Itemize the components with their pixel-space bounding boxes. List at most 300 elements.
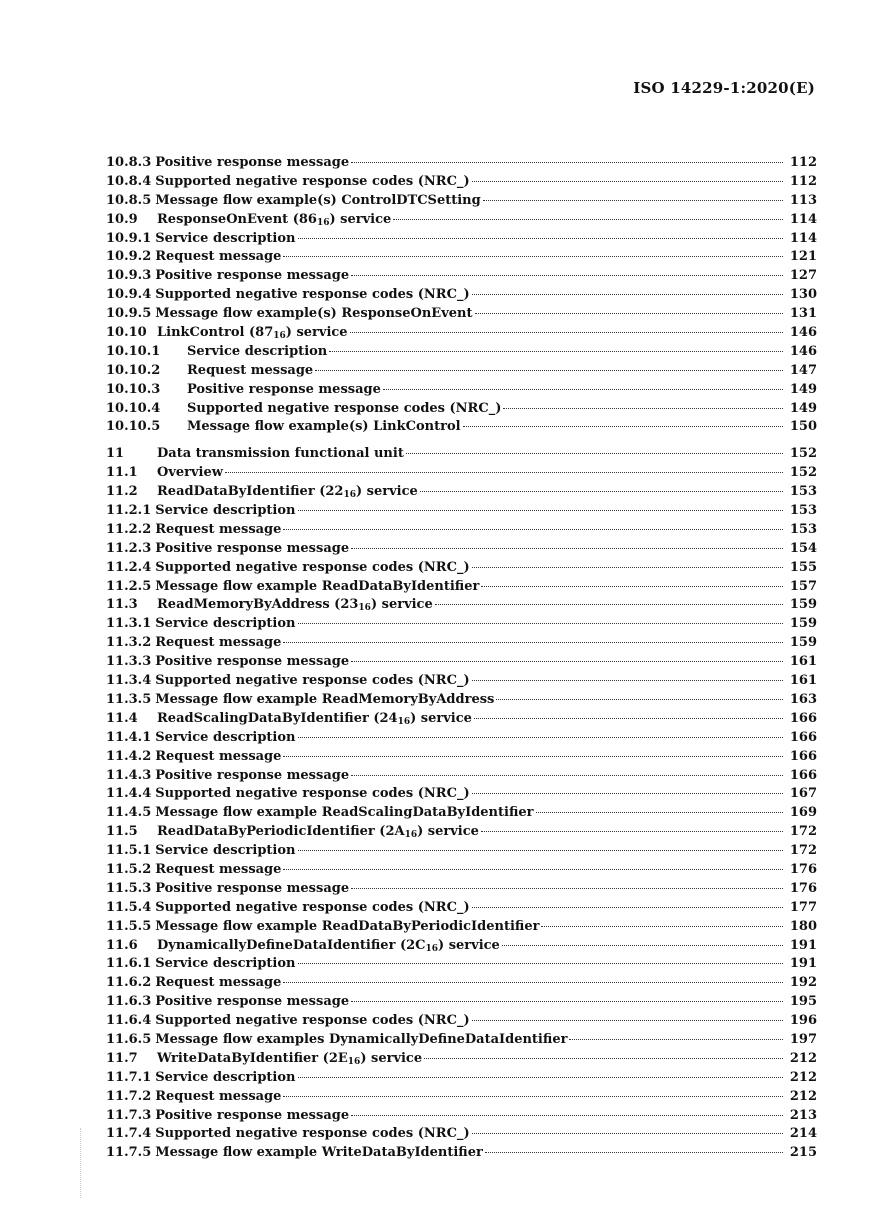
toc-entry[interactable] bbox=[106, 1107, 817, 1126]
toc-entry-title bbox=[155, 634, 281, 653]
toc-entry-page: 153 bbox=[789, 503, 817, 519]
toc-entry-title-text: Supported negative response codes (NRC_) bbox=[155, 173, 470, 189]
toc-entry-title-text: DynamicallyDefineDataIdentifier (2C bbox=[157, 937, 426, 953]
toc-entry-page: 213 bbox=[789, 1107, 817, 1123]
dot-leader bbox=[283, 756, 783, 757]
toc-entry-title-text: Service description bbox=[155, 729, 296, 745]
toc-entry-title bbox=[155, 729, 295, 748]
toc-entry-title-text: Positive response message bbox=[155, 994, 350, 1010]
toc-entry-title bbox=[155, 502, 295, 521]
toc-entry-number: 11.3.3 bbox=[106, 654, 152, 670]
dot-leader bbox=[472, 181, 783, 182]
toc-entry-title bbox=[155, 974, 281, 993]
toc-entry-number: 11.4.5 bbox=[106, 805, 152, 821]
toc-entry-page: 153 bbox=[789, 521, 817, 537]
toc-entry-page: 127 bbox=[789, 268, 817, 284]
toc-entry-title-suffix: ) service bbox=[417, 824, 479, 840]
dot-leader bbox=[351, 548, 783, 549]
dot-leader bbox=[474, 718, 783, 719]
dot-leader bbox=[351, 888, 783, 889]
toc-entry-number: 10.10.2 bbox=[106, 362, 161, 378]
dot-leader bbox=[298, 623, 784, 624]
toc-entry-title-text: Data transmission functional unit bbox=[157, 446, 404, 462]
toc-entry[interactable] bbox=[106, 248, 817, 267]
dot-leader bbox=[298, 963, 784, 964]
dot-leader bbox=[351, 1001, 783, 1002]
dot-leader bbox=[298, 1077, 784, 1078]
dot-leader bbox=[351, 275, 783, 276]
toc-entry[interactable] bbox=[106, 596, 817, 615]
toc-entry[interactable] bbox=[106, 230, 817, 249]
toc-entry-number: 10.8.4 bbox=[106, 173, 152, 189]
toc-entry-page: 121 bbox=[789, 249, 817, 265]
toc-entry[interactable] bbox=[106, 672, 817, 691]
toc-entry-title-text: Supported negative response codes (NRC_) bbox=[155, 1126, 470, 1142]
toc-entry[interactable] bbox=[106, 464, 817, 483]
toc-entry-title-text: Service description bbox=[155, 843, 296, 859]
dot-leader bbox=[472, 680, 783, 681]
dot-leader bbox=[283, 869, 783, 870]
toc-entry-number: 10.8.5 bbox=[106, 192, 152, 208]
toc-entry-title-text: Message flow example WriteDataByIdentifier bbox=[155, 1145, 483, 1161]
toc-entry-subscript: 16 bbox=[358, 603, 371, 614]
toc-entry-number: 11.2.5 bbox=[106, 578, 152, 594]
toc-entry[interactable] bbox=[106, 267, 817, 286]
dot-leader bbox=[502, 945, 783, 946]
dot-leader bbox=[503, 408, 783, 409]
toc-entry[interactable] bbox=[106, 691, 817, 710]
toc-spacer bbox=[106, 437, 817, 445]
dot-leader bbox=[472, 294, 783, 295]
toc-entry-subscript: 16 bbox=[347, 1056, 361, 1067]
toc-entry-title bbox=[155, 1107, 349, 1126]
toc-entry-number: 11.6.2 bbox=[106, 975, 152, 991]
toc-entry-title-text: ReadScalingDataByIdentifier (24 bbox=[157, 710, 398, 726]
toc-entry-subscript: 16 bbox=[425, 943, 439, 954]
toc-entry-title bbox=[155, 267, 349, 286]
toc-entry-number: 10.10.1 bbox=[106, 343, 161, 359]
dot-leader bbox=[351, 1115, 783, 1116]
toc-entry-title bbox=[155, 540, 349, 559]
toc-entry[interactable] bbox=[106, 767, 817, 786]
toc-entry-title-text: Message flow example ReadDataByIdentifier bbox=[155, 578, 480, 594]
dot-leader bbox=[283, 982, 783, 983]
toc-entry[interactable] bbox=[106, 540, 817, 559]
document-header: ISO 14229-1:2020(E) bbox=[633, 79, 815, 97]
toc-entry-title bbox=[155, 748, 281, 767]
toc-entry-title-text: Positive response message bbox=[155, 767, 350, 783]
toc-entry-title bbox=[155, 899, 469, 918]
toc-entry-page: 161 bbox=[789, 654, 817, 670]
toc-entry-page: 130 bbox=[789, 287, 817, 303]
toc-entry[interactable] bbox=[106, 804, 817, 823]
toc-entry[interactable] bbox=[106, 955, 817, 974]
toc-entry-title bbox=[155, 1144, 483, 1163]
toc-entry-title-text: Request message bbox=[155, 748, 282, 764]
toc-entry-title-text: Supported negative response codes (NRC_) bbox=[155, 559, 470, 575]
toc-entry-number: 10.9.2 bbox=[106, 249, 152, 265]
toc-entry-title-text: Request message bbox=[187, 362, 314, 378]
toc-entry-title bbox=[155, 653, 349, 672]
toc-entry-title bbox=[187, 343, 327, 362]
dot-leader bbox=[536, 812, 783, 813]
toc-entry-number: 11.1 bbox=[106, 465, 138, 481]
toc-entry-title bbox=[187, 362, 313, 381]
toc-entry-title-suffix: ) service bbox=[355, 484, 418, 500]
toc-entry-number: 11.7.5 bbox=[106, 1145, 152, 1161]
toc-entry-number: 11.5.3 bbox=[106, 880, 152, 896]
dot-leader bbox=[481, 586, 783, 587]
toc-entry-number: 11.5.2 bbox=[106, 861, 152, 877]
toc-entry-number: 11 bbox=[106, 446, 125, 462]
toc-entry-title-text: Supported negative response codes (NRC_) bbox=[155, 673, 470, 689]
toc-entry-page: 191 bbox=[789, 937, 817, 953]
toc-entry-page: 215 bbox=[789, 1145, 817, 1161]
toc-entry-number: 11.2.3 bbox=[106, 540, 152, 556]
toc-entry-title-text: Positive response message bbox=[155, 268, 350, 284]
toc-entry-title-text: Service description bbox=[155, 230, 296, 246]
toc-entry-page: 159 bbox=[789, 635, 817, 651]
toc-entry-number: 11.5.4 bbox=[106, 899, 152, 915]
toc-entry-page: 172 bbox=[789, 843, 817, 859]
toc-entry-subscript: 16 bbox=[316, 217, 330, 228]
dot-leader bbox=[315, 370, 783, 371]
dot-leader bbox=[298, 737, 784, 738]
toc-entry[interactable] bbox=[106, 305, 817, 324]
toc-entry-title bbox=[155, 154, 349, 173]
toc-entry-page: 196 bbox=[789, 1013, 817, 1029]
toc-entry[interactable] bbox=[106, 324, 817, 343]
toc-entry-title bbox=[155, 767, 349, 786]
dot-leader bbox=[463, 426, 783, 427]
toc-entry-title bbox=[155, 615, 295, 634]
toc-entry-number: 11.7 bbox=[106, 1050, 138, 1066]
toc-entry[interactable] bbox=[106, 1069, 817, 1088]
toc-entry-title-text: Service description bbox=[155, 616, 296, 632]
dot-leader bbox=[298, 238, 784, 239]
toc-entry-title bbox=[157, 1050, 422, 1069]
toc-entry-title-text: Message flow examples DynamicallyDefineDataIdentifier bbox=[155, 1031, 568, 1047]
toc-entry[interactable] bbox=[106, 710, 817, 729]
toc-entry-title bbox=[157, 937, 500, 956]
toc-entry-number: 11.4.4 bbox=[106, 786, 152, 802]
toc-entry-page: 149 bbox=[789, 381, 817, 397]
toc-entry[interactable] bbox=[106, 918, 817, 937]
dot-leader bbox=[475, 313, 784, 314]
toc-entry[interactable] bbox=[106, 880, 817, 899]
toc-entry-page: 166 bbox=[789, 729, 817, 745]
toc-entry-title bbox=[155, 955, 295, 974]
toc-entry-number: 10.9 bbox=[106, 211, 138, 227]
toc-entry-title-text: ReadDataByPeriodicIdentifier (2A bbox=[157, 824, 405, 840]
toc-entry-number: 11.6 bbox=[106, 937, 138, 953]
dot-leader bbox=[485, 1152, 783, 1153]
toc-entry-title-text: Positive response message bbox=[155, 654, 350, 670]
dot-leader bbox=[351, 661, 783, 662]
toc-entry-page: 113 bbox=[789, 192, 817, 208]
toc-entry-page: 212 bbox=[789, 1069, 817, 1085]
toc-entry-title-text: WriteDataByIdentifier (2E bbox=[157, 1050, 348, 1066]
toc-entry-number: 11.5.5 bbox=[106, 918, 152, 934]
toc-entry[interactable] bbox=[106, 842, 817, 861]
toc-entry-title bbox=[155, 993, 349, 1012]
table-of-contents bbox=[106, 154, 817, 1163]
toc-entry-title bbox=[155, 842, 295, 861]
toc-entry-number: 11.6.3 bbox=[106, 994, 152, 1010]
toc-entry-title-text: Service description bbox=[155, 1069, 296, 1085]
toc-entry-title bbox=[155, 785, 469, 804]
toc-entry-number: 10.10.5 bbox=[106, 419, 161, 435]
dot-leader bbox=[298, 850, 784, 851]
toc-entry-title-text: Message flow example(s) LinkControl bbox=[187, 419, 461, 435]
toc-entry-page: 212 bbox=[789, 1050, 817, 1066]
toc-entry[interactable] bbox=[106, 823, 817, 842]
toc-entry-title bbox=[155, 691, 494, 710]
toc-entry-title bbox=[155, 578, 479, 597]
toc-entry[interactable] bbox=[106, 343, 817, 362]
toc-entry-page: 166 bbox=[789, 748, 817, 764]
toc-entry[interactable] bbox=[106, 362, 817, 381]
toc-entry-page: 131 bbox=[789, 306, 817, 322]
toc-entry-title-text: Positive response message bbox=[187, 381, 381, 397]
toc-entry-number: 11.2.1 bbox=[106, 503, 152, 519]
toc-entry-title-text: Supported negative response codes (NRC_) bbox=[187, 400, 502, 416]
toc-entry[interactable] bbox=[106, 899, 817, 918]
toc-entry-page: 157 bbox=[789, 578, 817, 594]
toc-entry-number: 11.6.1 bbox=[106, 956, 152, 972]
toc-entry-number: 11.3.4 bbox=[106, 673, 152, 689]
toc-entry-page: 150 bbox=[789, 419, 817, 435]
dot-leader bbox=[569, 1039, 783, 1040]
toc-entry-title bbox=[155, 1088, 281, 1107]
toc-entry[interactable] bbox=[106, 400, 817, 419]
toc-entry-title bbox=[157, 483, 418, 502]
toc-entry[interactable] bbox=[106, 559, 817, 578]
toc-entry-title-suffix: ) service bbox=[370, 597, 433, 613]
toc-entry[interactable] bbox=[106, 192, 817, 211]
toc-entry-title bbox=[157, 823, 479, 842]
toc-entry[interactable] bbox=[106, 615, 817, 634]
toc-entry-page: 112 bbox=[789, 155, 817, 170]
dot-leader bbox=[483, 200, 783, 201]
dot-leader bbox=[420, 491, 783, 492]
dot-leader bbox=[393, 219, 783, 220]
toc-entry-number: 11.4.1 bbox=[106, 729, 152, 745]
toc-entry-number: 11.4.3 bbox=[106, 767, 152, 783]
toc-entry[interactable] bbox=[106, 211, 817, 230]
margin-mark bbox=[80, 1128, 89, 1198]
toc-entry-title bbox=[155, 1125, 469, 1144]
toc-entry-title bbox=[155, 861, 281, 880]
toc-entry-page: 149 bbox=[789, 400, 817, 416]
toc-entry[interactable] bbox=[106, 729, 817, 748]
dot-leader bbox=[472, 567, 783, 568]
toc-entry[interactable] bbox=[106, 748, 817, 767]
toc-entry-title-text: ReadMemoryByAddress (23 bbox=[157, 597, 359, 613]
toc-entry-subscript: 16 bbox=[397, 716, 411, 727]
toc-entry[interactable] bbox=[106, 974, 817, 993]
toc-entry-page: 112 bbox=[789, 173, 817, 189]
toc-entry[interactable] bbox=[106, 286, 817, 305]
toc-entry-title-text: Positive response message bbox=[155, 880, 350, 896]
toc-entry-number: 11.3.5 bbox=[106, 691, 152, 707]
toc-entry[interactable] bbox=[106, 1144, 817, 1163]
dot-leader bbox=[298, 510, 784, 511]
toc-entry[interactable] bbox=[106, 1050, 817, 1069]
toc-entry-title-text: Service description bbox=[155, 956, 296, 972]
toc-entry-number: 11.5 bbox=[106, 824, 138, 840]
toc-entry-number: 11.4 bbox=[106, 710, 138, 726]
toc-entry-number: 10.9.1 bbox=[106, 230, 152, 246]
dot-leader bbox=[225, 472, 783, 473]
toc-entry-subscript: 16 bbox=[273, 331, 286, 342]
toc-entry[interactable] bbox=[106, 418, 817, 437]
toc-entry[interactable] bbox=[106, 1125, 817, 1144]
toc-entry-title bbox=[157, 464, 223, 483]
toc-entry-number: 11.2.4 bbox=[106, 559, 152, 575]
toc-entry-page: 169 bbox=[789, 805, 817, 821]
toc-entry-page: 155 bbox=[789, 559, 817, 575]
toc-entry-title-text: Request message bbox=[155, 635, 282, 651]
toc-entry-title-text: Positive response message bbox=[155, 540, 350, 556]
toc-entry-title bbox=[155, 672, 469, 691]
toc-entry[interactable] bbox=[106, 154, 817, 173]
toc-entry[interactable] bbox=[106, 578, 817, 597]
toc-entry-subscript: 16 bbox=[343, 490, 356, 501]
toc-entry-page: 167 bbox=[789, 786, 817, 802]
toc-entry-number: 11.3 bbox=[106, 597, 138, 613]
toc-entry[interactable] bbox=[106, 993, 817, 1012]
toc-entry-number: 11.6.4 bbox=[106, 1013, 152, 1029]
dot-leader bbox=[424, 1058, 783, 1059]
toc-entry-title-text: Request message bbox=[155, 1088, 282, 1104]
toc-entry-page: 152 bbox=[789, 446, 817, 462]
toc-entry-page: 146 bbox=[789, 325, 817, 341]
toc-entry-title bbox=[155, 880, 349, 899]
toc-entry-title-text: Supported negative response codes (NRC_) bbox=[155, 786, 470, 802]
toc-entry-page: 214 bbox=[789, 1126, 817, 1142]
toc-entry-title-text: Message flow example(s) ControlDTCSetting bbox=[155, 192, 481, 208]
toc-entry[interactable] bbox=[106, 785, 817, 804]
toc-entry-page: 166 bbox=[789, 710, 817, 726]
toc-entry[interactable] bbox=[106, 937, 817, 956]
toc-entry-title bbox=[155, 1031, 567, 1050]
toc-entry-page: 152 bbox=[789, 465, 817, 481]
toc-entry-title-text: ResponseOnEvent (86 bbox=[157, 211, 317, 227]
toc-entry-title-text: LinkControl (87 bbox=[157, 325, 274, 341]
toc-entry[interactable] bbox=[106, 521, 817, 540]
toc-entry-number: 11.5.1 bbox=[106, 843, 152, 859]
toc-entry-page: 114 bbox=[789, 211, 817, 227]
toc-entry[interactable] bbox=[106, 502, 817, 521]
toc-entry-page: 212 bbox=[789, 1088, 817, 1104]
toc-entry-number: 11.7.2 bbox=[106, 1088, 152, 1104]
toc-entry-title-text: Service description bbox=[155, 503, 296, 519]
toc-entry[interactable] bbox=[106, 653, 817, 672]
toc-entry-number: 10.9.4 bbox=[106, 287, 152, 303]
toc-entry-title-suffix: ) service bbox=[438, 937, 500, 953]
toc-entry-title bbox=[155, 804, 533, 823]
dot-leader bbox=[541, 926, 783, 927]
toc-entry-title-suffix: ) service bbox=[285, 325, 348, 341]
toc-entry-title bbox=[187, 381, 381, 400]
toc-entry-title-text: Supported negative response codes (NRC_) bbox=[155, 1013, 470, 1029]
toc-entry-title bbox=[157, 710, 472, 729]
toc-entry-title bbox=[155, 521, 281, 540]
toc-entry-page: 195 bbox=[789, 994, 817, 1010]
dot-leader bbox=[351, 775, 783, 776]
toc-entry-title-text: Request message bbox=[155, 521, 282, 537]
toc-entry-page: 146 bbox=[789, 343, 817, 359]
toc-entry-number: 10.9.5 bbox=[106, 306, 152, 322]
toc-entry-title bbox=[187, 418, 461, 437]
toc-entry-page: 147 bbox=[789, 362, 817, 378]
toc-entry-page: 114 bbox=[789, 230, 817, 246]
dot-leader bbox=[472, 907, 783, 908]
toc-entry-number: 10.9.3 bbox=[106, 268, 152, 284]
toc-entry-page: 180 bbox=[789, 918, 817, 934]
toc-entry-title-text: Positive response message bbox=[155, 1107, 350, 1123]
toc-entry[interactable] bbox=[106, 445, 817, 464]
toc-entry-page: 176 bbox=[789, 880, 817, 896]
toc-entry-page: 154 bbox=[789, 540, 817, 556]
toc-entry-title-text: Message flow example ReadDataByPeriodicIdentifier bbox=[155, 918, 540, 934]
toc-entry-number: 11.2.2 bbox=[106, 521, 152, 537]
toc-entry-number: 11.4.2 bbox=[106, 748, 152, 764]
toc-entry-number: 11.7.4 bbox=[106, 1126, 152, 1142]
toc-entry-title bbox=[155, 286, 469, 305]
toc-entry-title bbox=[155, 192, 480, 211]
toc-entry-number: 11.2 bbox=[106, 484, 138, 500]
toc-entry-title bbox=[155, 230, 295, 249]
toc-entry-page: 176 bbox=[789, 861, 817, 877]
toc-entry-title bbox=[155, 1012, 469, 1031]
toc-entry-title bbox=[155, 305, 472, 324]
toc-entry-title-text: Positive response message bbox=[155, 155, 350, 170]
toc-entry[interactable] bbox=[106, 381, 817, 400]
dot-leader bbox=[406, 453, 783, 454]
toc-entry-number: 10.10.3 bbox=[106, 381, 161, 397]
dot-leader bbox=[350, 332, 783, 333]
toc-entry-page: 163 bbox=[789, 691, 817, 707]
toc-entry-number: 11.3.2 bbox=[106, 635, 152, 651]
toc-entry-page: 177 bbox=[789, 899, 817, 915]
dot-leader bbox=[435, 604, 783, 605]
toc-entry-page: 161 bbox=[789, 673, 817, 689]
toc-entry[interactable] bbox=[106, 1012, 817, 1031]
toc-entry-number: 11.6.5 bbox=[106, 1031, 152, 1047]
toc-entry-title bbox=[155, 173, 469, 192]
toc-entry-title-text: Message flow example ReadScalingDataByIdentifier bbox=[155, 805, 534, 821]
toc-entry-title-text: Request message bbox=[155, 975, 282, 991]
toc-entry[interactable] bbox=[106, 1031, 817, 1050]
toc-entry[interactable] bbox=[106, 173, 817, 192]
toc-entry[interactable] bbox=[106, 861, 817, 880]
toc-entry-number: 11.3.1 bbox=[106, 616, 152, 632]
toc-entry-title-text: Supported negative response codes (NRC_) bbox=[155, 899, 470, 915]
dot-leader bbox=[472, 793, 783, 794]
toc-entry[interactable] bbox=[106, 1088, 817, 1107]
toc-entry-page: 197 bbox=[789, 1031, 817, 1047]
toc-entry-page: 159 bbox=[789, 616, 817, 632]
toc-entry[interactable] bbox=[106, 483, 817, 502]
toc-entry-page: 172 bbox=[789, 824, 817, 840]
toc-entry[interactable] bbox=[106, 634, 817, 653]
dot-leader bbox=[283, 642, 783, 643]
dot-leader bbox=[283, 1096, 783, 1097]
toc-entry-number: 11.7.3 bbox=[106, 1107, 152, 1123]
toc-entry-title-text: Request message bbox=[155, 249, 282, 265]
